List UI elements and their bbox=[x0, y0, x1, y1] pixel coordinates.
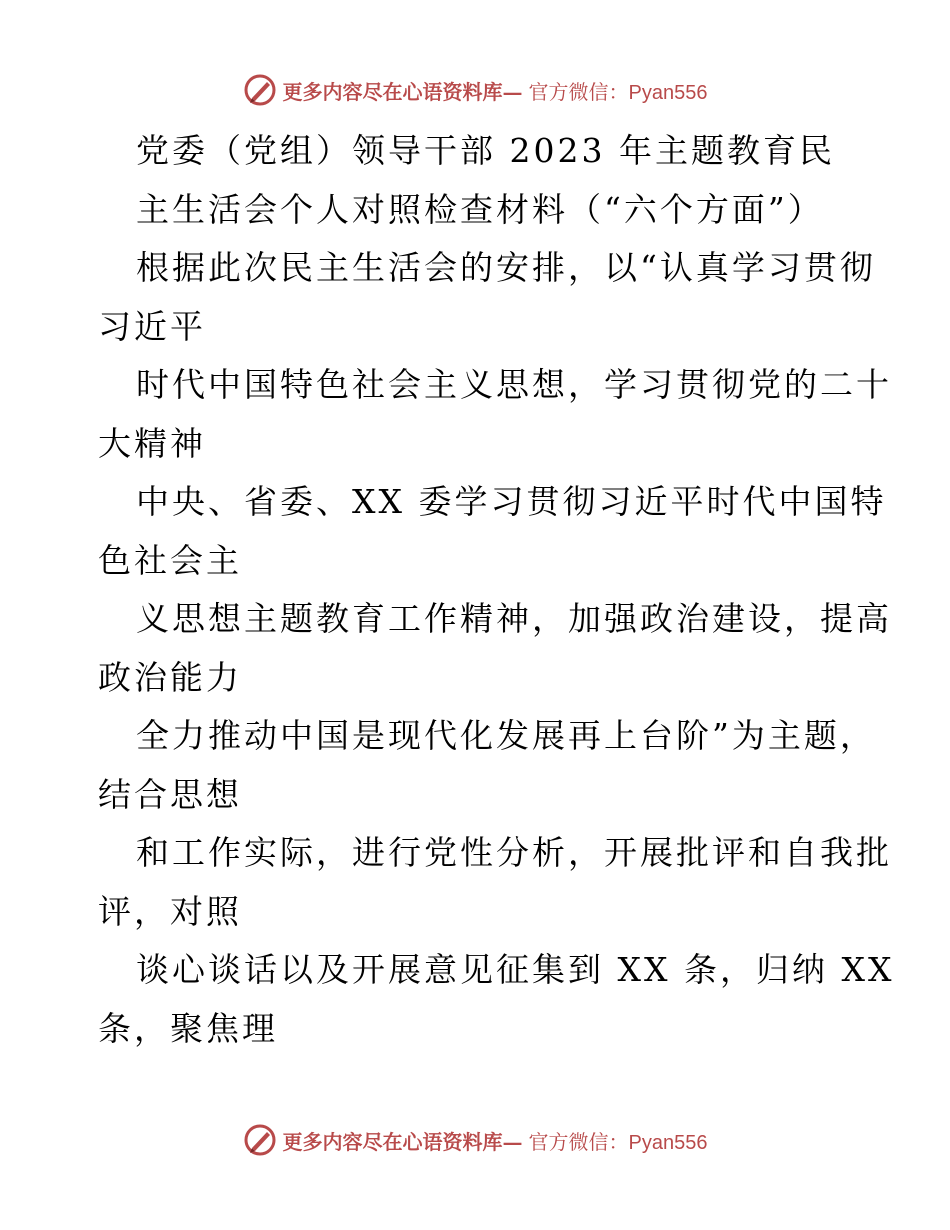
watermark-wechat: 官方微信：Pyan556 bbox=[528, 81, 708, 104]
pen-logo-icon bbox=[243, 73, 277, 107]
header-watermark bbox=[0, 70, 950, 110]
text-line: 色社会主 bbox=[98, 540, 242, 580]
text-line: 大精神 bbox=[98, 423, 206, 463]
text-line: 根据此次民主生活会的安排，以“认真学习贯彻 bbox=[136, 248, 876, 287]
pen-logo-icon bbox=[243, 1123, 277, 1157]
watermark-text: 更多内容尽在心语资料库— bbox=[282, 1129, 523, 1154]
text-line: 和工作实际，进行党性分析，开展批评和自我批 bbox=[136, 833, 892, 872]
text-line: 结合思想 bbox=[98, 774, 242, 814]
text-line: 义思想主题教育工作精神，加强政治建设，提高 bbox=[136, 599, 892, 638]
text-line: 中央、省委、XX 委学习贯彻习近平时代中国特 bbox=[136, 482, 887, 521]
text-line: 谈心谈话以及开展意见征集到 XX 条，归纳 XX bbox=[136, 950, 895, 989]
watermark-wechat: 官方微信：Pyan556 bbox=[528, 1131, 708, 1154]
watermark-text: 更多内容尽在心语资料库— bbox=[282, 79, 523, 104]
text-line: 时代中国特色社会主义思想，学习贯彻党的二十 bbox=[136, 365, 892, 404]
text-line: 评，对照 bbox=[98, 891, 242, 931]
text-line: 习近平 bbox=[98, 306, 206, 346]
document-body bbox=[98, 122, 895, 1058]
text-line: 政治能力 bbox=[98, 657, 242, 697]
text-line: 条，聚焦理 bbox=[98, 1008, 278, 1048]
footer-watermark bbox=[0, 1120, 950, 1160]
text-line: 党委（党组）领导干部 2023 年主题教育民 bbox=[136, 131, 835, 170]
text-line: 主生活会个人对照检查材料（“六个方面”） bbox=[136, 189, 824, 229]
text-line: 全力推动中国是现代化发展再上台阶”为主题， bbox=[136, 716, 876, 755]
